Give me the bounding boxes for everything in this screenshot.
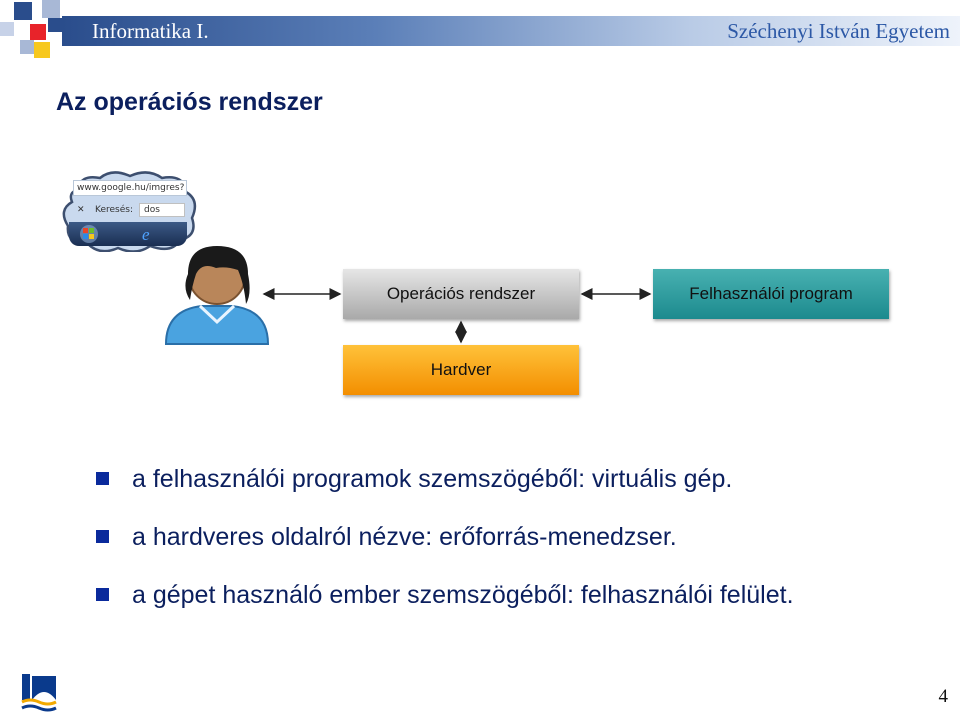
bullet-list <box>96 464 794 638</box>
hardware-box: Hardver <box>343 345 579 395</box>
search-label: Keresés: <box>95 205 133 215</box>
bullet-marker <box>96 588 109 601</box>
user-program-box: Felhasználói program <box>653 269 889 319</box>
windows-logo-icon <box>79 225 99 243</box>
slide-title: Az operációs rendszer <box>56 88 323 116</box>
bullet-text: a gépet használó ember szemszögéből: felhasználói felület. <box>132 581 794 609</box>
svg-text:e: e <box>142 225 150 243</box>
bullet-item <box>96 522 794 580</box>
browser-window <box>73 180 187 246</box>
bullet-text: a hardveres oldalról nézve: erőforrás-menedzser. <box>132 523 677 551</box>
bullet-text: a felhasználói programok szemszögéből: virtuális gép. <box>132 465 733 493</box>
page-number: 4 <box>938 686 948 707</box>
university-logo <box>20 672 58 714</box>
bullet-item <box>96 580 794 638</box>
bullet-marker <box>96 530 109 543</box>
search-row <box>73 202 187 218</box>
bullet-item <box>96 464 794 522</box>
internet-explorer-icon <box>139 225 157 243</box>
operating-system-box: Operációs rendszer <box>343 269 579 319</box>
address-bar: www.google.hu/imgres? <box>73 180 187 196</box>
user-icon <box>162 240 272 348</box>
close-icon: ✕ <box>77 205 85 215</box>
search-field: dos <box>139 203 185 217</box>
bullet-marker <box>96 472 109 485</box>
university-name: Széchenyi István Egyetem <box>727 19 950 43</box>
course-title: Informatika I. <box>92 19 209 43</box>
